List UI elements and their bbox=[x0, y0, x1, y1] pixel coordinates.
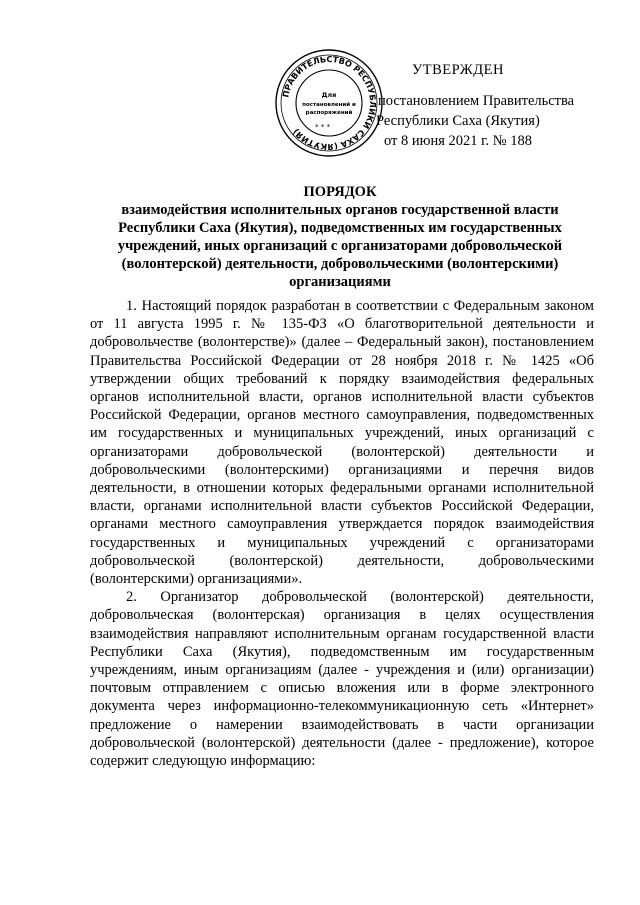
paragraph-2: 2. Организатор добровольческой (волонтерской) деятельности, добровольческая (волонтерская) организация в целях осуществления взаимодействия направляют исполнительным органам государственной власти Республики Саха (Якутия), подведомственным им государственным учреждениям, иным организациям (далее - учреждения и (или) организации) почтовым отправлением с описью вложения или в форме электронного документа через информационно-телекоммуникационную сеть «Интернет» предложение о намерении взаимодействовать в части организации добровольческой (волонтерской) деятельности (далее - предложение), которое содержит следующую информацию: bbox=[90, 589, 594, 770]
approved-label: УТВЕРЖДЕН bbox=[412, 62, 504, 78]
svg-text:ПРАВИТЕЛЬСТВО РЕСПУБЛИКИ САХА: ПРАВИТЕЛЬСТВО РЕСПУБЛИКИ САХА (ЯКУТИЯ) bbox=[280, 53, 379, 153]
svg-text:распоряжений: распоряжений bbox=[305, 110, 353, 116]
title-heading: ПОРЯДОК bbox=[303, 184, 377, 200]
document-body bbox=[90, 297, 594, 770]
title-subtitle: взаимодействия исполнительных органов государственной власти Республики Саха (Якутия), подведомственных им государственных учреждений, иных организаций с организаторами добровольческой (волонтерской) деятельности, добровольческими (волонтерскими) организациями bbox=[117, 202, 563, 290]
svg-text:постановлений и: постановлений и bbox=[302, 102, 356, 108]
document-title bbox=[90, 183, 590, 291]
paragraph-1: 1. Настоящий порядок разработан в соответствии с Федеральным законом от 11 августа 1995 г. № 135-ФЗ «О благотворительной деятельности и добровольчестве (волонтерстве)» (далее – Федеральный закон), постановлением Правительства Российской Федерации от 28 ноября 2018 г. № 1425 «Об утверждении общих требований к порядку взаимодействия федеральных органов исполнительной власти, органов исполнительной власти субъектов Российской Федерации, органов местного самоуправления, подведомственных им государственных и муниципальных учреждений, иных организаций с организаторами добровольческой (волонтерской) деятельности и добровольческими (волонтерскими) организациями и перечня видов деятельности, в отношении которых федеральными органами исполнительной власти, органами исполнительной власти субъектов Российской Федерации, органами местного самоуправления утверждается порядок взаимодействия государственных и муниципальных учреждений с организаторами добровольческой (волонтерской) деятельности, добровольческими (волонтерскими) организациями». bbox=[90, 298, 594, 588]
svg-text:* * *: * * * bbox=[315, 123, 330, 131]
approval-block bbox=[356, 60, 576, 151]
approval-line-2: Республики Саха (Якутия) bbox=[376, 113, 540, 129]
approval-date-number: от 8 июня 2021 г. № 188 bbox=[384, 133, 532, 149]
svg-text:Для: Для bbox=[321, 91, 337, 99]
approval-line-1: постановлением Правительства bbox=[378, 93, 575, 109]
